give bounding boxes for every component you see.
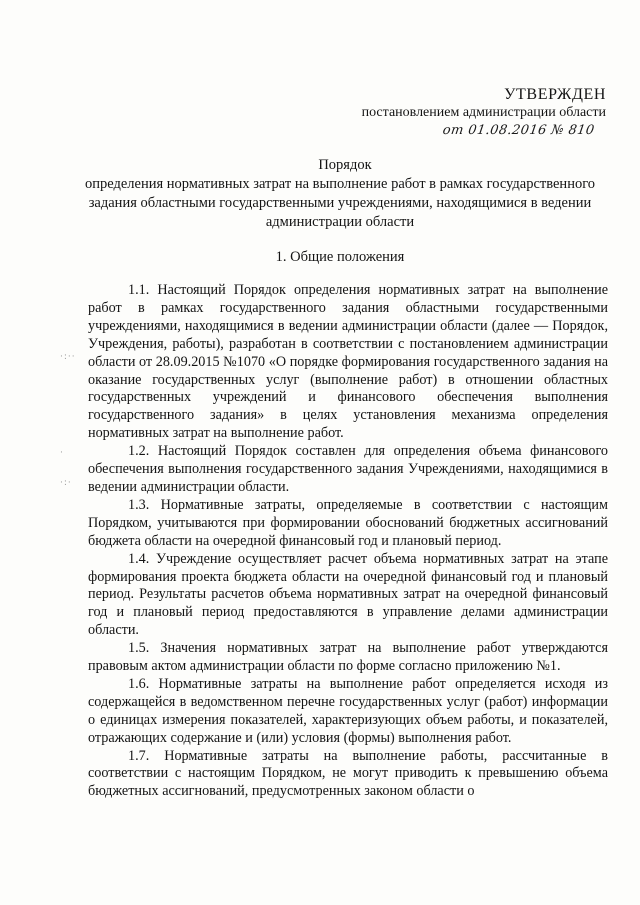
paragraph-1-7: 1.7. Нормативные затраты на выполнение работы, рассчитанные в соответствии с настоящим Порядком, не могут приводить к превышению объема бюджетных ассигнований, предусмотренных законом области о [88,747,608,800]
scan-artifact: · [60,448,64,458]
document-title [70,156,610,232]
paragraph-1-5: 1.5. Значения нормативных затрат на выполнение работ утверждаются правовым актом администрации области по форме согласно приложению №1. [88,640,608,675]
handwritten-date-number: от 01.08.2016 № 810 [441,123,596,138]
approval-block [362,86,606,139]
scan-artifact: ·:· [60,478,72,488]
title-subtitle: определения нормативных затрат на выполнение работ в рамках государственного задания областными государственными учреждениями, находящимися в ведении администрации области [84,176,596,230]
scan-artifact: ·:·· [60,352,76,362]
title-main: Порядок [318,157,372,173]
paragraph-1-4: 1.4. Учреждение осуществляет расчет объема нормативных затрат на этапе формирования проекта бюджета области на очередной финансовый год и плановый период. Результаты расчетов объема нормативных затрат на очередной финансовый год и плановый период предоставляются в управление делами администрации области. [88,550,608,639]
paragraph-1-3: 1.3. Нормативные затраты, определяемые в соответствии с настоящим Порядком, учитываются при формировании обоснований бюджетных ассигнований бюджета области на очередной финансовый год и плановый период. [88,496,608,549]
document-body [88,282,608,801]
paragraph-1-1: 1.1. Настоящий Порядок определения нормативных затрат на выполнение работ в рамках государственного задания областными государственными учреждениями, находящимися в ведении администрации области (далее — Порядок, Учреждения, работы), разработан в соответствии с постановлением администрации области от 28.09.2015 №1070 «О порядке формирования государственного задания на оказание государственных услуг (выполнение работ) в отношении областных государственных учреждений и финансового обеспечения выполнения государственного задания» в целях установления механизма определения нормативных затрат на выполнение работ. [88,282,608,442]
approval-authority: постановлением администрации области [361,105,606,120]
paragraph-1-2: 1.2. Настоящий Порядок составлен для определения объема финансового обеспечения выполнения государственного задания Учреждениями, находящимися в ведении администрации области. [88,443,608,495]
section-heading: 1. Общие положения [275,249,405,265]
approval-heading: УТВЕРЖДЕН [504,86,606,103]
paragraph-1-6: 1.6. Нормативные затраты на выполнение работ определяется исходя из содержащейся в ведомственном перечне государственных услуг (работ) информации о единицах измерения показателей, характеризующих объем работы, и показателей, отражающих содержание и (или) условия (формы) выполнения работ. [88,675,608,746]
